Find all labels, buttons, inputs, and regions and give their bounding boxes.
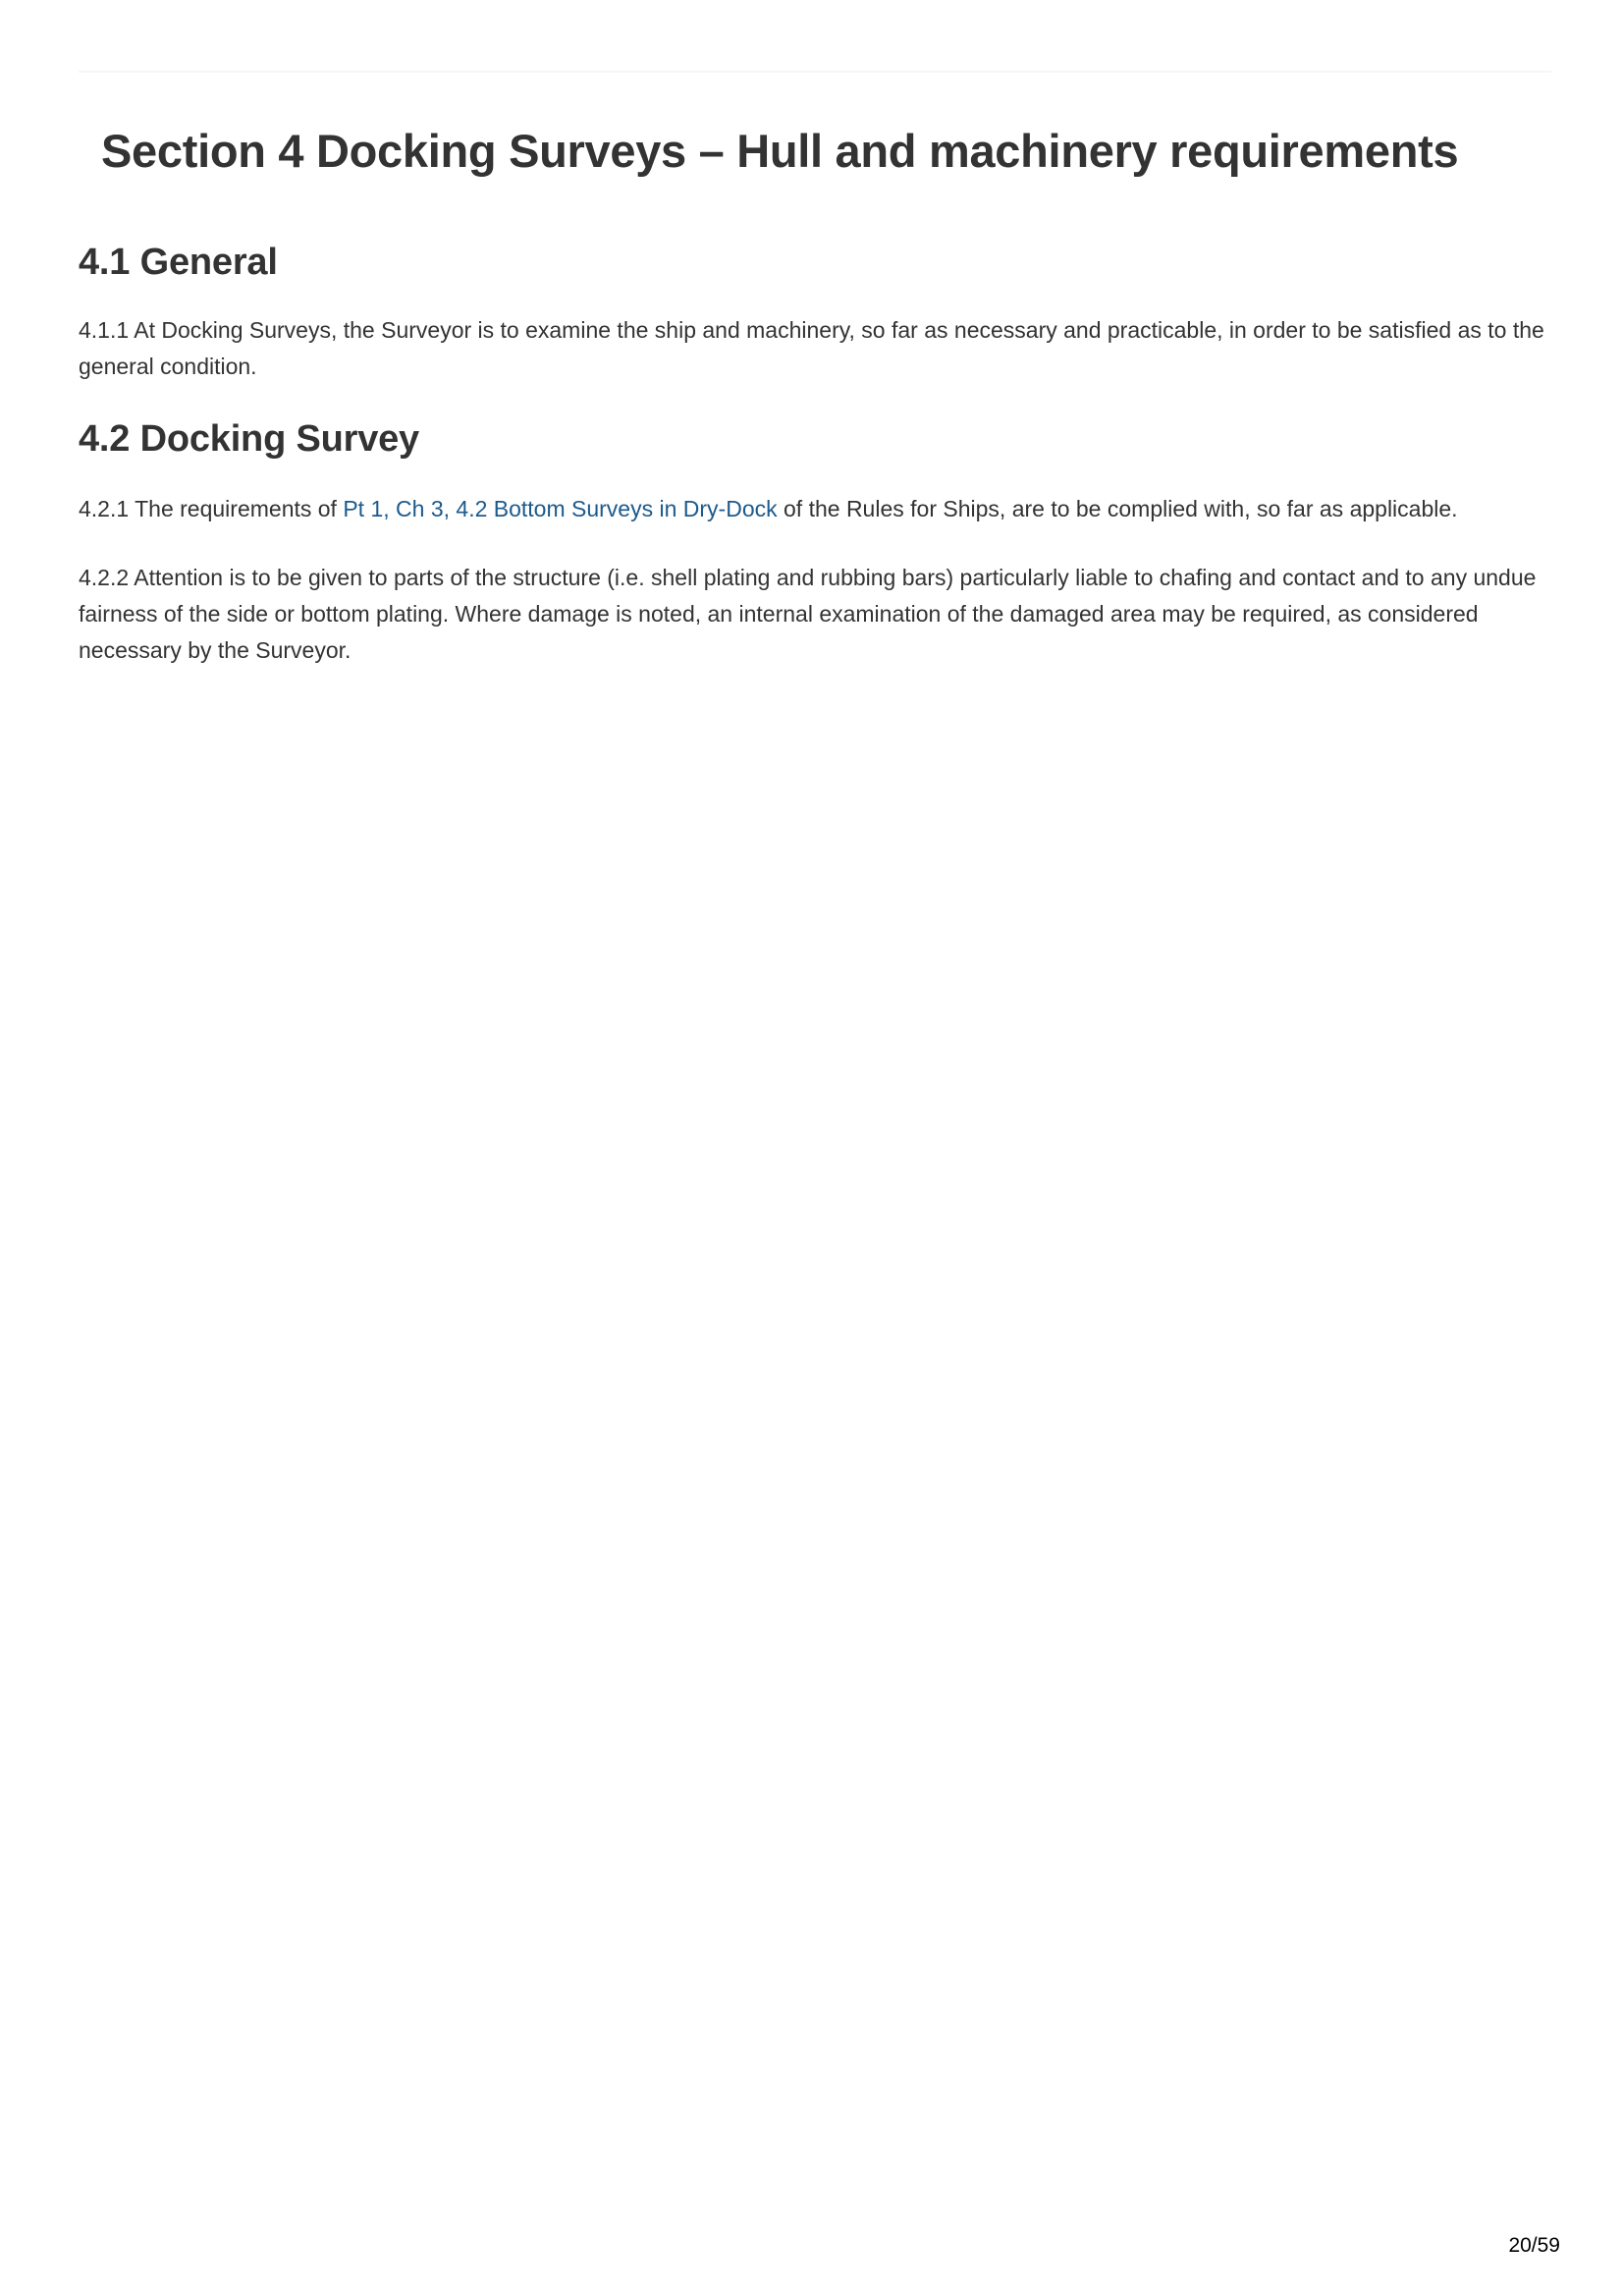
paragraph-4-2-2: 4.2.2 Attention is to be given to parts of the structure (i.e. shell plating and rubbing bars) particularly liable to chafing and contact and to any undue fairness of the side or bottom plating. Where damage is noted, an internal examination of the damaged area may be required, as considered necessary by the Surveyor. [79, 565, 1537, 663]
paragraph-4-1-1: 4.1.1 At Docking Surveys, the Surveyor is to examine the ship and machinery, so far as necessary and practicable, in order to be satisfied as to the general condition. [79, 317, 1544, 379]
paragraph-4-2-1 [79, 491, 1556, 527]
top-divider [79, 71, 1551, 73]
section-title: Section 4 Docking Surveys – Hull and machinery requirements [101, 125, 1459, 177]
heading-docking-survey: 4.2 Docking Survey [79, 418, 419, 460]
heading-general: 4.1 General [79, 242, 278, 283]
paragraph-4-2-1-rest: of the Rules for Ships, are to be complied with, so far as applicable. [777, 496, 1458, 521]
bottom-surveys-dry-dock-link[interactable]: Pt 1, Ch 3, 4.2 Bottom Surveys in Dry-Dock [343, 496, 778, 521]
paragraph-4-2-1-intro: 4.2.1 The requirements of [79, 496, 344, 521]
page-number: 20/59 [1508, 2234, 1560, 2257]
